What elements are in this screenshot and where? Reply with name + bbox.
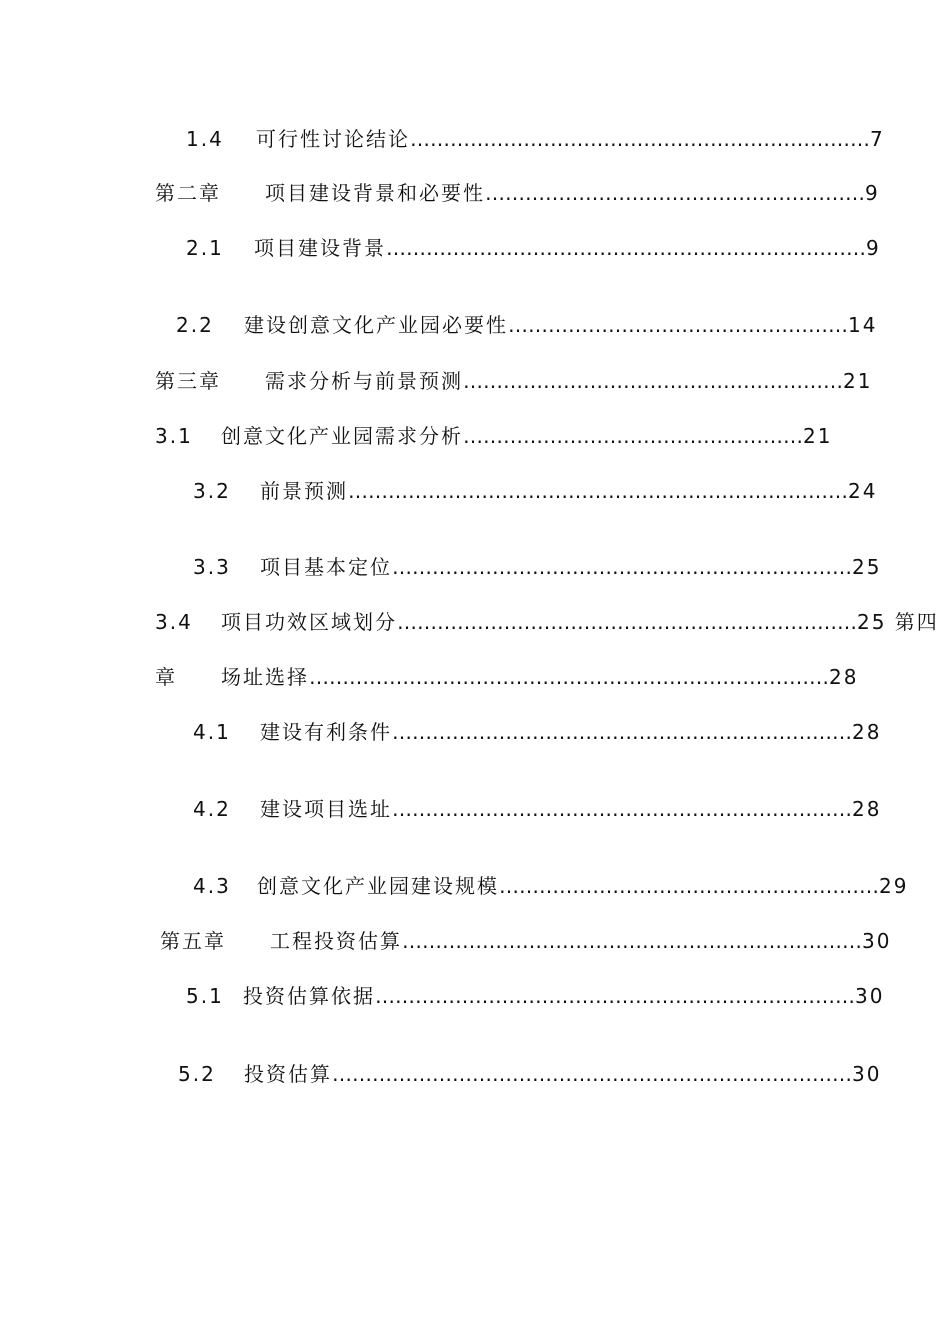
toc-entry-number: 3.4 bbox=[155, 610, 193, 634]
toc-entry-page: 7 bbox=[870, 127, 885, 151]
toc-entry-leader: …………………………………………………………………… bbox=[332, 1062, 852, 1086]
toc-entry-leader: …………………………………………………………… bbox=[410, 127, 870, 151]
toc-entry-leader: ………………………………………………… bbox=[463, 369, 843, 393]
toc-entry-title: 第二章 项目建设背景和必要性 bbox=[155, 181, 485, 205]
toc-entry-title: 项目功效区域划分 bbox=[221, 610, 397, 634]
toc-entry bbox=[155, 178, 880, 208]
toc-entry bbox=[193, 552, 881, 582]
toc-entry bbox=[193, 476, 877, 506]
toc-entry bbox=[193, 717, 881, 747]
toc-entry bbox=[155, 366, 872, 396]
toc-entry-page: 21 bbox=[803, 424, 833, 448]
toc-entry-page: 30 bbox=[862, 929, 892, 953]
toc-entry-title: 投资估算 bbox=[244, 1062, 332, 1086]
toc-entry-leader: …………………………………………………………… bbox=[392, 797, 852, 821]
toc-entry-title: 建设项目选址 bbox=[260, 797, 392, 821]
toc-entry-number: 4.2 bbox=[193, 797, 231, 821]
toc-entry bbox=[155, 662, 858, 692]
toc-entry-leader: …………………………………………………………… bbox=[392, 555, 852, 579]
toc-entry-number: 5.1 bbox=[186, 984, 224, 1008]
toc-entry-page: 28 bbox=[852, 720, 882, 744]
toc-entry-number: 4.3 bbox=[193, 874, 231, 898]
toc-entry-number: 3.1 bbox=[155, 424, 193, 448]
toc-entry-leader: …………………………………………… bbox=[508, 313, 848, 337]
toc-entry-page: 9 bbox=[865, 181, 880, 205]
toc-entry-leader: ………………………………………………… bbox=[499, 874, 879, 898]
toc-entry bbox=[186, 124, 885, 154]
toc-entry-title: 前景预测 bbox=[260, 479, 348, 503]
toc-entry-number: 2.1 bbox=[186, 236, 224, 260]
toc-entry-number: 3.2 bbox=[193, 479, 231, 503]
toc-entry bbox=[155, 421, 832, 451]
toc-entry-page: 9 bbox=[866, 236, 881, 260]
toc-entry-number: 2.2 bbox=[176, 313, 214, 337]
toc-entry-leader: ……………………………………………………………… bbox=[375, 984, 855, 1008]
toc-entry-page: 29 bbox=[879, 874, 909, 898]
toc-entry-leader: ……………………………………………………………… bbox=[386, 236, 866, 260]
toc-entry-number: 1.4 bbox=[186, 127, 224, 151]
toc-entry bbox=[193, 871, 908, 901]
toc-entry-leader: …………………………………………… bbox=[463, 424, 803, 448]
toc-entry-number: 4.1 bbox=[193, 720, 231, 744]
toc-entry bbox=[178, 1059, 881, 1089]
toc-entry-title: 创意文化产业园需求分析 bbox=[221, 424, 463, 448]
toc-entry-page: 30 bbox=[852, 1062, 882, 1086]
toc-entry bbox=[186, 981, 884, 1011]
toc-entry bbox=[155, 607, 939, 637]
toc-entry-leader: ………………………………………………………………… bbox=[348, 479, 848, 503]
toc-entry-number: 3.3 bbox=[193, 555, 231, 579]
toc-entry-title: 项目基本定位 bbox=[260, 555, 392, 579]
toc-entry-leader: …………………………………………………………… bbox=[397, 610, 857, 634]
toc-entry bbox=[160, 926, 891, 956]
toc-entry-leader: …………………………………………………………………… bbox=[309, 665, 829, 689]
toc-entry-page: 25 第四 bbox=[857, 610, 939, 634]
toc-entry-title: 可行性讨论结论 bbox=[256, 127, 410, 151]
toc-entry-page: 25 bbox=[852, 555, 882, 579]
toc-entry-title: 第五章 工程投资估算 bbox=[160, 929, 402, 953]
toc-entry bbox=[193, 794, 881, 824]
toc-entry-page: 14 bbox=[848, 313, 878, 337]
toc-entry-page: 30 bbox=[855, 984, 885, 1008]
toc-entry-title: 章 场址选择 bbox=[155, 665, 309, 689]
toc-entry-leader: ………………………………………………… bbox=[485, 181, 865, 205]
toc-entry-title: 创意文化产业园建设规模 bbox=[257, 874, 499, 898]
toc-entry-title: 建设创意文化产业园必要性 bbox=[244, 313, 508, 337]
toc-entry-title: 第三章 需求分析与前景预测 bbox=[155, 369, 463, 393]
toc-entry-page: 21 bbox=[843, 369, 873, 393]
toc-entry-leader: …………………………………………………………… bbox=[402, 929, 862, 953]
toc-entry-leader: …………………………………………………………… bbox=[392, 720, 852, 744]
toc-entry-title: 建设有利条件 bbox=[260, 720, 392, 744]
toc-entry bbox=[176, 310, 877, 340]
toc-entry-page: 24 bbox=[848, 479, 878, 503]
toc-entry-title: 投资估算依据 bbox=[243, 984, 375, 1008]
toc-entry bbox=[186, 233, 881, 263]
toc-entry-page: 28 bbox=[829, 665, 859, 689]
toc-entry-number: 5.2 bbox=[178, 1062, 216, 1086]
toc-entry-page: 28 bbox=[852, 797, 882, 821]
toc-entry-title: 项目建设背景 bbox=[254, 236, 386, 260]
